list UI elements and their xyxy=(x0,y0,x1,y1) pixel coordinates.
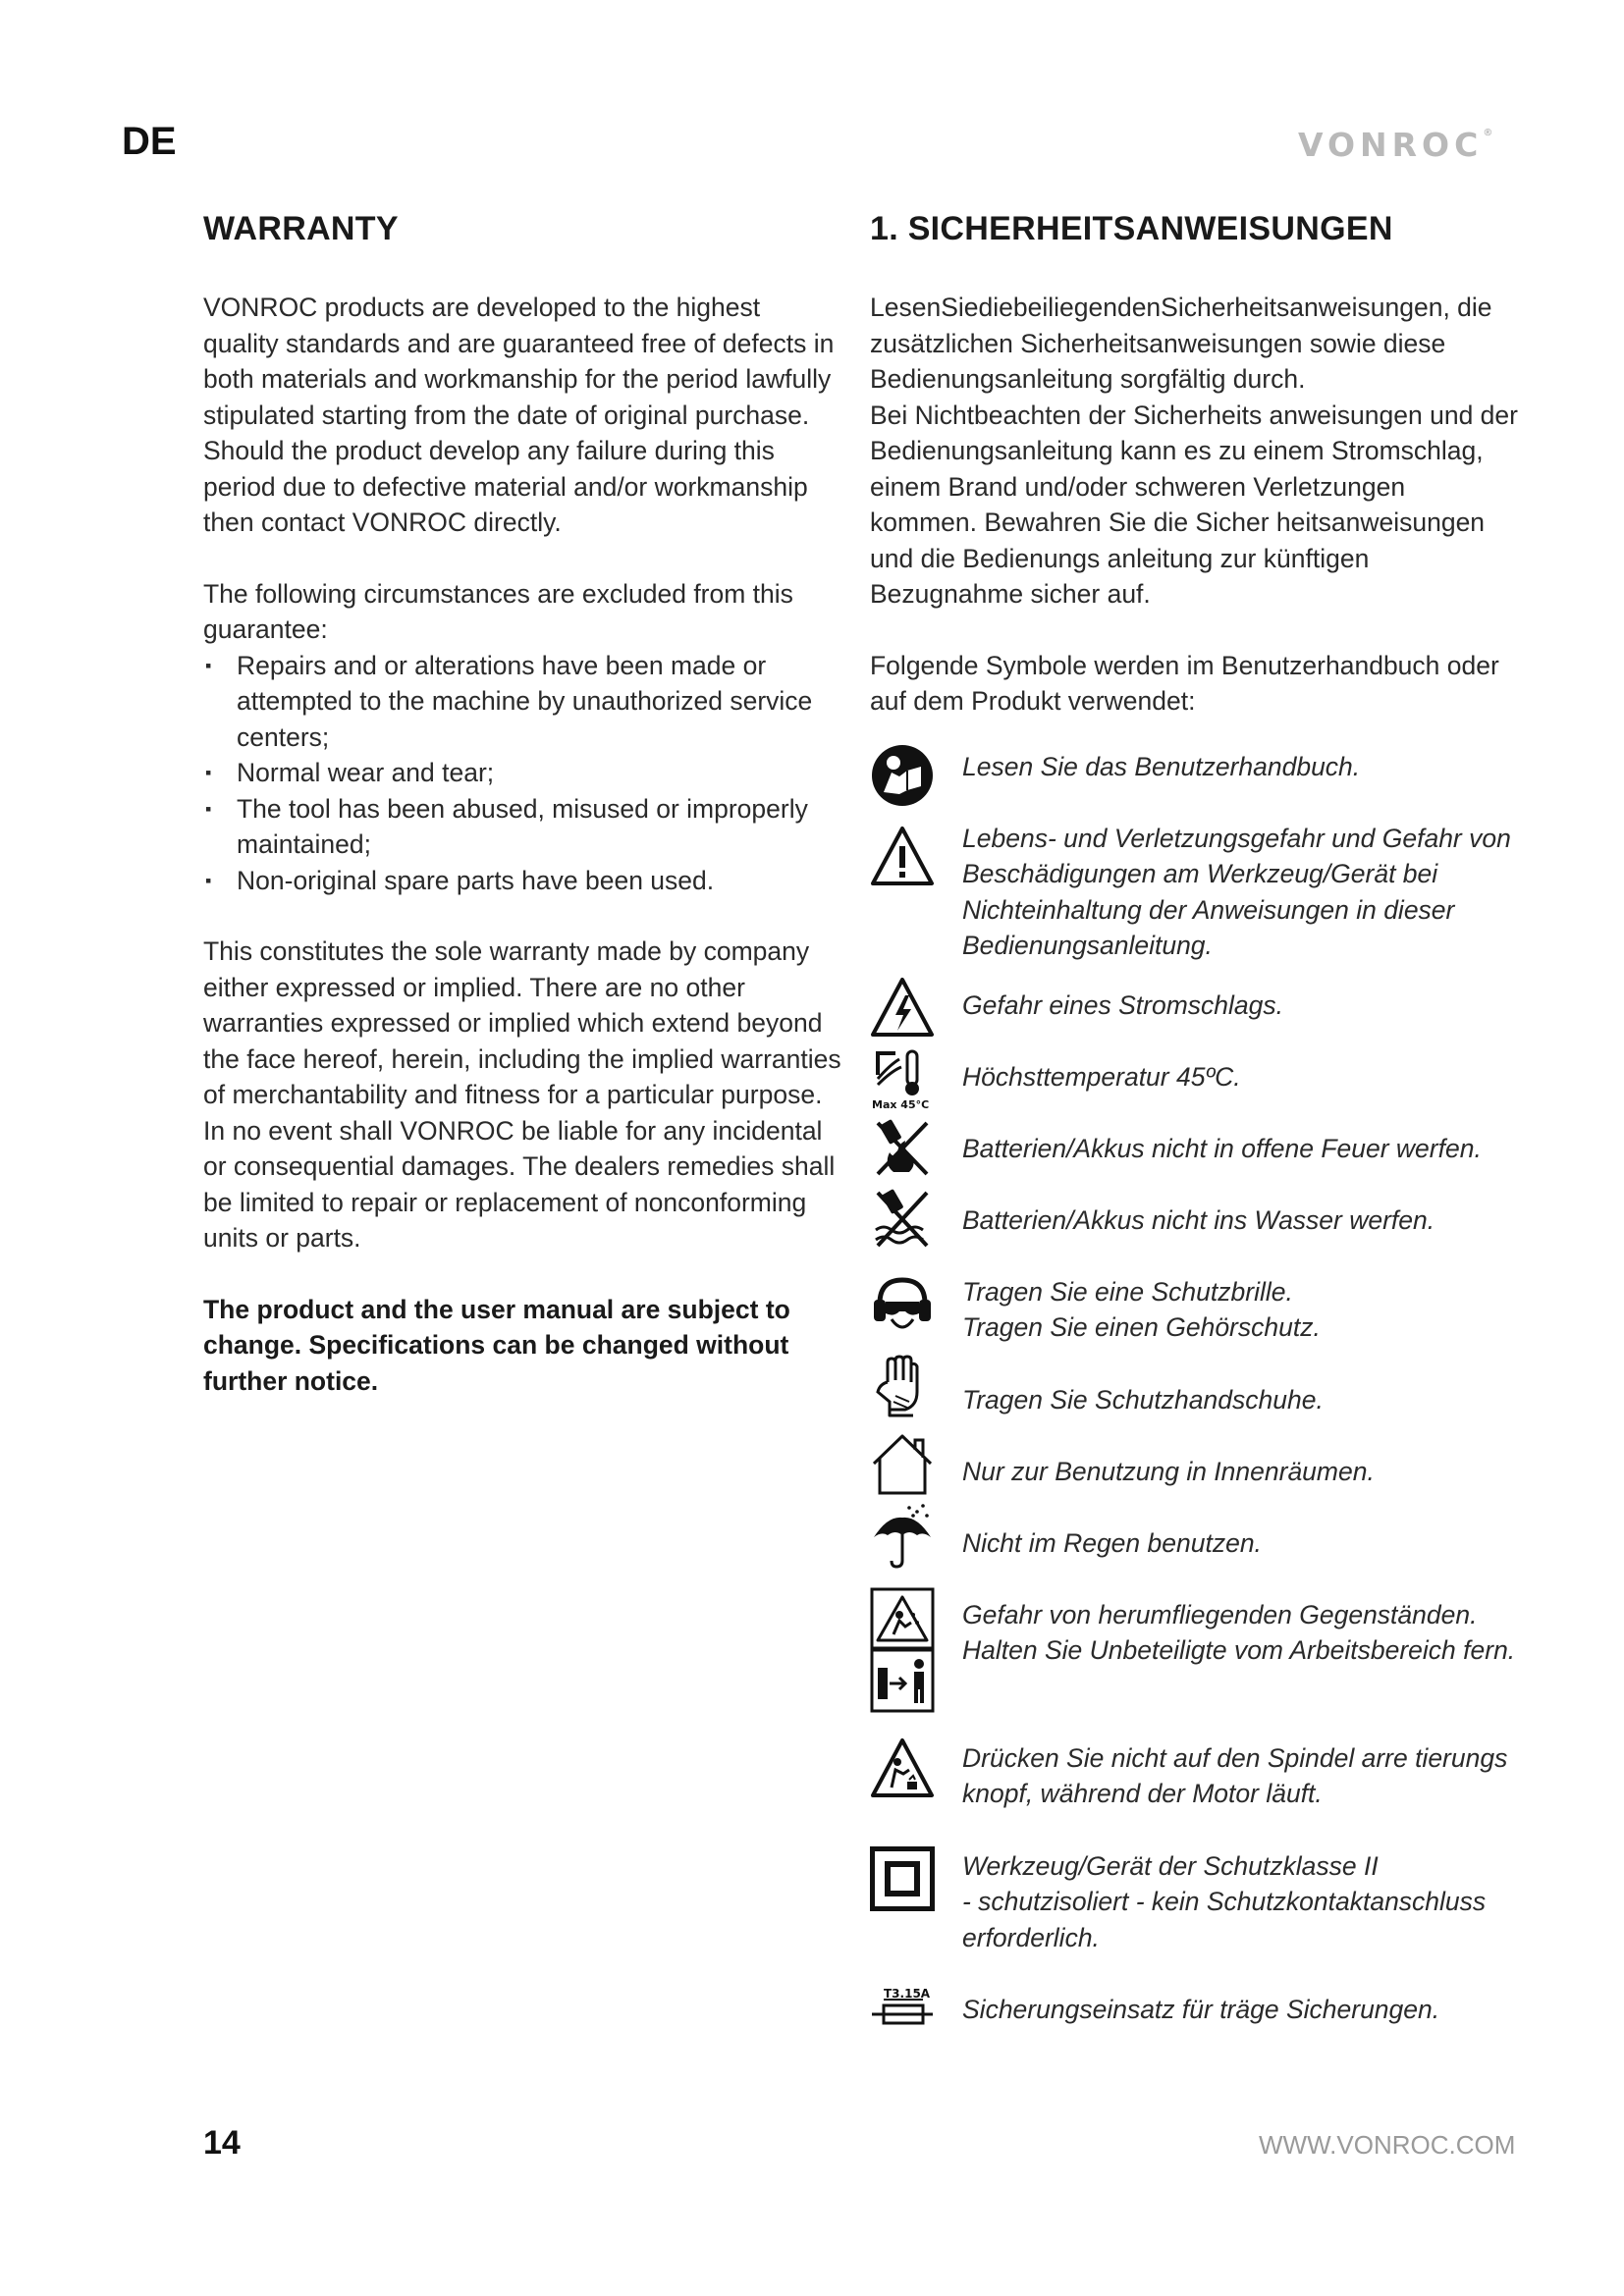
safety-intro: LesenSiediebeiliegendenSicherheitsanweisungen, die zusätzlichen Sicherheitsanweisungen sowie diese Bedienungsanleitung sorgfältig durch. xyxy=(870,293,1492,394)
language-label: DE xyxy=(122,120,177,163)
symbol-text: Batterien/Akkus nicht ins Wasser werfen. xyxy=(962,1204,1435,1235)
change-notice: The product and the user manual are subject to change. Specifications can be changed without further notice. xyxy=(203,1294,790,1396)
read-manual-icon xyxy=(870,743,935,808)
umbrella-rain-icon xyxy=(870,1504,935,1569)
symbol-text: Nur zur Benutzung in Innenräumen. xyxy=(962,1456,1375,1486)
symbol-text: Gefahr von herumfliegenden Gegenständen. Halten Sie Unbeteiligte vom Arbeitsbereich fern. xyxy=(962,1599,1516,1665)
symbol-text xyxy=(962,1274,1518,1346)
brand-mark: ® xyxy=(1483,128,1493,138)
warranty-title: WARRANTY xyxy=(203,210,399,247)
exclusions-intro: The following circumstances are excluded from this guarantee: xyxy=(203,578,793,644)
symbol-text: Sicherungseinsatz für träge Sicherungen. xyxy=(962,1994,1440,2024)
list-item: ▪ Repairs and or alterations have been made or attempted to the machine by unauthorized service centers; xyxy=(203,648,841,756)
website-link[interactable]: WWW.VONROC.COM xyxy=(1259,2130,1516,2160)
symbol-text-line: Tragen Sie eine Schutzbrille. xyxy=(962,1276,1293,1307)
warranty-section xyxy=(203,210,841,1399)
sole-warranty-text: This constitutes the sole warranty made by company either expressed or implied. There are no other warranties expressed or implied which extend beyond the face hereof, herein, including the implied warranties of merchantability and fitness for a particular purpose. In no event shall VONROC be liable for any incidental or consequential damages. The dealers remedies shall be limited to repair or replacement of nonconforming units or parts. xyxy=(203,936,841,1253)
fuse-rating-label: T3.15A xyxy=(884,1986,931,2001)
spindle-lock-warning-icon xyxy=(870,1736,935,1801)
symbol-text-line: Tragen Sie einen Gehörschutz. xyxy=(962,1312,1321,1342)
safety-title: 1. SICHERHEITSANWEISUNGEN xyxy=(870,210,1393,247)
protection-class-ii-icon xyxy=(870,1846,935,1911)
page-number: 14 xyxy=(203,2124,241,2162)
symbols-list xyxy=(870,720,1518,2055)
flying-objects-bystanders-icon xyxy=(870,1587,935,1713)
safety-section xyxy=(870,210,1518,2055)
symbol-text: Tragen Sie Schutzhandschuhe. xyxy=(962,1384,1324,1415)
list-item: ▪ Normal wear and tear; xyxy=(203,755,841,791)
list-item: ▪ The tool has been abused, misused or improperly maintained; xyxy=(203,791,841,863)
indoor-house-icon xyxy=(870,1432,935,1497)
no-fire-battery-icon xyxy=(870,1115,935,1180)
electric-shock-icon xyxy=(870,976,935,1041)
symbol-text: Gefahr eines Stromschlags. xyxy=(962,989,1283,1020)
symbol-text: Lebens- und Verletzungsgefahr und Gefahr von Beschädigungen am Werkzeug/Gerät bei Nichteinhaltung der Anweisungen in dieser Bedienungsanleitung. xyxy=(962,823,1511,960)
warning-triangle-icon xyxy=(870,825,935,889)
gloves-icon xyxy=(870,1353,935,1417)
exclusions-list xyxy=(203,648,841,899)
symbol-text: Höchsttemperatur 45ºC. xyxy=(962,1061,1241,1092)
max-temperature-icon xyxy=(870,1045,935,1110)
brand-name: VONROC xyxy=(1298,126,1484,164)
goggles-ear-protection-icon xyxy=(870,1274,935,1339)
no-water-battery-icon xyxy=(870,1185,935,1250)
brand-logo xyxy=(1298,126,1492,164)
symbol-text xyxy=(962,1848,1518,1956)
list-item: ▪ Non-original spare parts have been used. xyxy=(203,863,841,899)
symbol-text: Batterien/Akkus nicht in offene Feuer werfen. xyxy=(962,1133,1482,1163)
safety-warning: Bei Nichtbeachten der Sicherheits anweisungen und der Bedienungsanleitung kann es zu einem Stromschlag, einem Brand und/oder schweren Verletzungen kommen. Bewahren Sie die Sicher heitsanweisungen und die Bedienungs anleitung zur künftigen Bezugnahme sicher auf. xyxy=(870,400,1518,609)
symbol-text: Lesen Sie das Benutzerhandbuch. xyxy=(962,751,1361,781)
symbol-text-line: - schutzisoliert - kein Schutzkontaktanschluss erforderlich. xyxy=(962,1887,1487,1952)
fuse-icon xyxy=(870,1976,935,2041)
symbols-intro: Folgende Symbole werden im Benutzerhandbuch oder auf dem Produkt verwendet: xyxy=(870,650,1499,716)
symbol-text: Nicht im Regen benutzen. xyxy=(962,1527,1262,1558)
symbol-text: Drücken Sie nicht auf den Spindel arre tierungs knopf, während der Motor läuft. xyxy=(962,1742,1508,1808)
symbol-text-line: Werkzeug/Gerät der Schutzklasse II xyxy=(962,1850,1379,1881)
max-temperature-label: Max 45°C xyxy=(872,1097,930,1110)
warranty-intro: VONROC products are developed to the highest quality standards and are guaranteed free of defects in both materials and workmanship for the period lawfully stipulated starting from the date of original purchase. Should the product develop any failure during this period due to defective material and/or workmanship then contact VONROC directly. xyxy=(203,293,835,537)
